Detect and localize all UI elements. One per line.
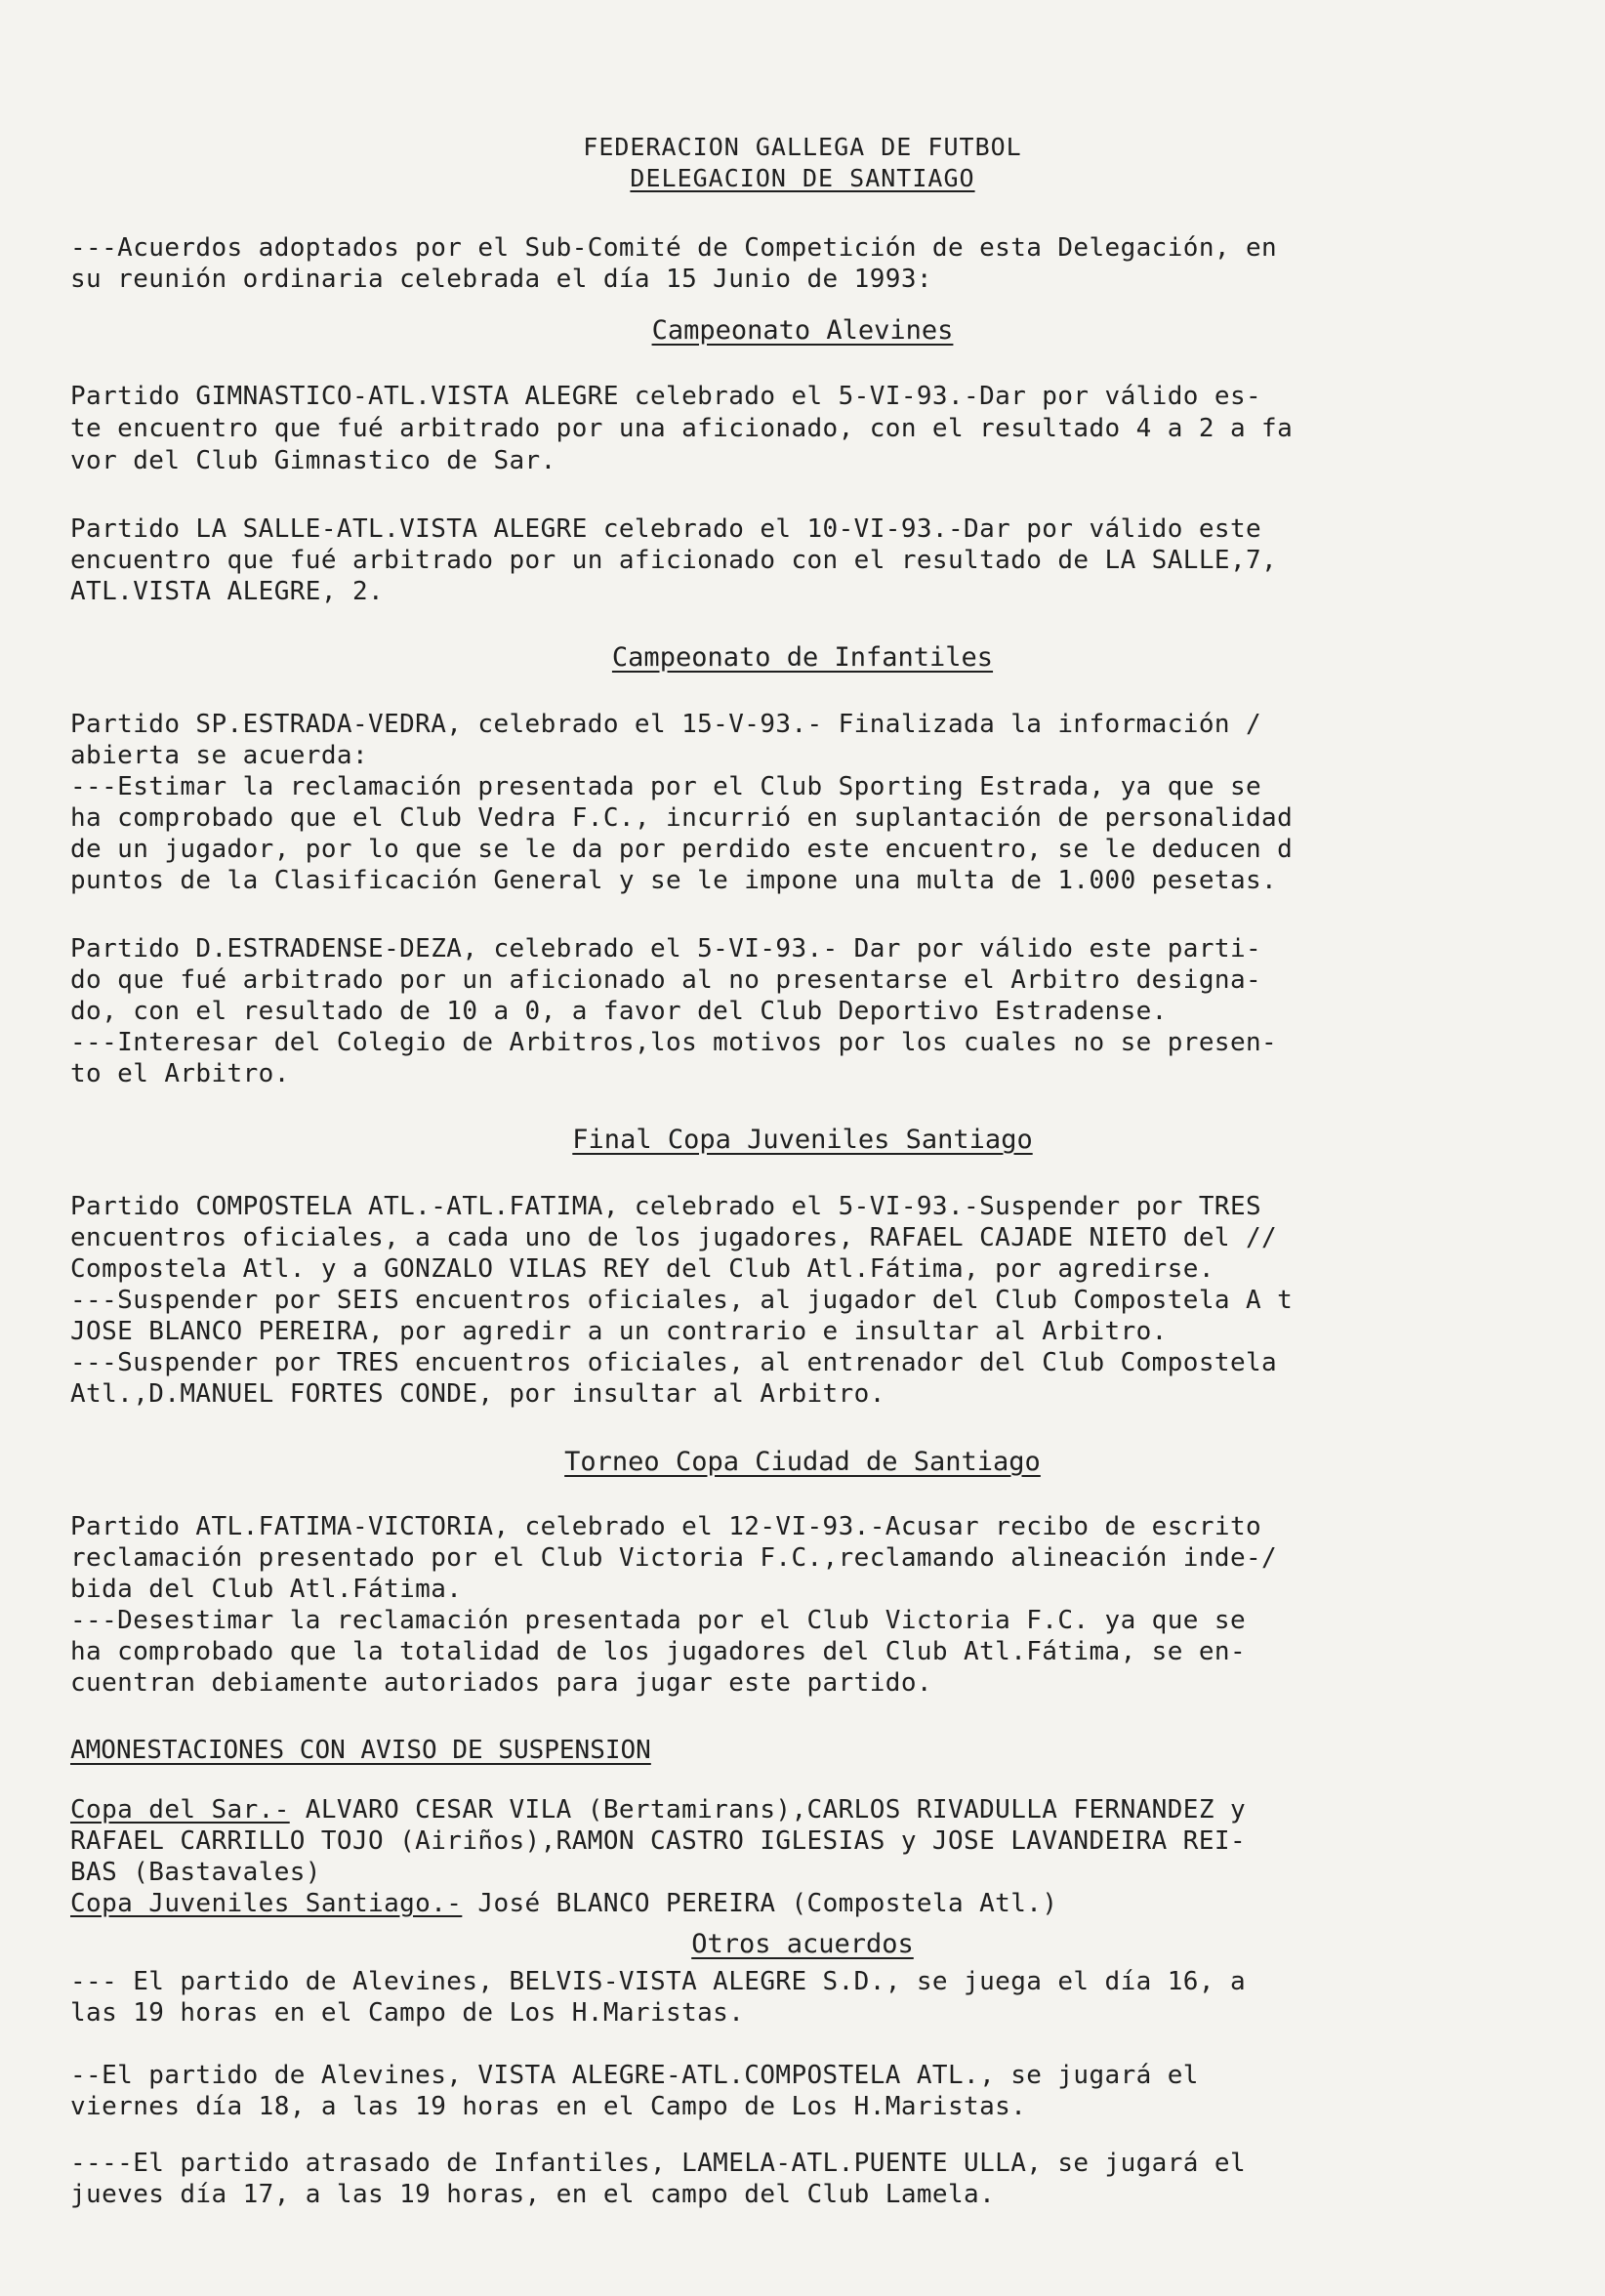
paragraph-line: --El partido de Alevines, VISTA ALEGRE-ATL.COMPOSTELA ATL., se jugará el	[70, 2061, 1199, 2090]
paragraph-line: ---Desestimar la reclamación presentada por el Club Victoria F.C. ya que se	[70, 1606, 1246, 1635]
paragraph-line: do que fué arbitrado por un aficionado al no presentarse el Arbitro designa-	[70, 965, 1262, 995]
paragraph-line: ----El partido atrasado de Infantiles, LAMELA-ATL.PUENTE ULLA, se jugará el	[70, 2149, 1246, 2178]
paragraph-line: Partido SP.ESTRADA-VEDRA, celebrado el 15-V-93.- Finalizada la información /	[70, 710, 1262, 739]
copa-juveniles-text: José BLANCO PEREIRA (Compostela Atl.)	[462, 1889, 1058, 1918]
paragraph-line: Compostela Atl. y a GONZALO VILAS REY del Club Atl.Fátima, por agredirse.	[70, 1254, 1214, 1284]
copa-sar-label: Copa del Sar.-	[70, 1795, 290, 1824]
amonestaciones-sar-line	[70, 1794, 1246, 1825]
delegation-title-text: DELEGACION DE SANTIAGO	[630, 164, 975, 192]
paragraph-line: ---Suspender por TRES encuentros oficiales, al entrenador del Club Compostela	[70, 1348, 1278, 1377]
copa-sar-text: ALVARO CESAR VILA (Bertamirans),CARLOS RIVADULLA FERNANDEZ y	[289, 1795, 1247, 1824]
paragraph-line: puntos de la Clasificación General y se le impone una multa de 1.000 pesetas.	[70, 866, 1278, 895]
section-heading-alevines: Campeonato Alevines	[651, 315, 954, 346]
section-heading-otros: Otros acuerdos	[691, 1929, 914, 1959]
copa-juveniles-label: Copa Juveniles Santiago.-	[70, 1889, 463, 1918]
section-heading-infantiles: Campeonato de Infantiles	[611, 642, 994, 673]
paragraph-line: cuentran debiamente autoriados para jugar este partido.	[70, 1668, 932, 1698]
paragraph-line: jueves día 17, a las 19 horas, en el campo del Club Lamela.	[70, 2180, 996, 2209]
paragraph-line: Partido COMPOSTELA ATL.-ATL.FATIMA, celebrado el 5-VI-93.-Suspender por TRES	[70, 1192, 1262, 1221]
amonestaciones-juveniles-line	[70, 1888, 1057, 1919]
paragraph-line: Partido GIMNASTICO-ATL.VISTA ALEGRE celebrado el 5-VI-93.-Dar por válido es-	[70, 382, 1262, 411]
paragraph-line: --- El partido de Alevines, BELVIS-VISTA ALEGRE S.D., se juega el día 16, a	[70, 1967, 1246, 1996]
delegation-title	[0, 164, 1605, 192]
paragraph-line: ha comprobado que la totalidad de los jugadores del Club Atl.Fátima, se en-	[70, 1637, 1246, 1666]
paragraph-line: viernes día 18, a las 19 horas en el Campo de Los H.Maristas.	[70, 2092, 1027, 2121]
section-heading-juveniles: Final Copa Juveniles Santiago	[572, 1125, 1033, 1155]
paragraph-line: Atl.,D.MANUEL FORTES CONDE, por insultar al Arbitro.	[70, 1379, 885, 1409]
paragraph-line: do, con el resultado de 10 a 0, a favor del Club Deportivo Estradense.	[70, 997, 1168, 1026]
paragraph-line: te encuentro que fué arbitrado por una aficionado, con el resultado 4 a 2 a fa	[70, 414, 1294, 443]
intro-line: ---Acuerdos adoptados por el Sub-Comité de Competición de esta Delegación, en	[70, 233, 1278, 263]
paragraph-line: ---Estimar la reclamación presentada por el Club Sporting Estrada, ya que se	[70, 772, 1262, 801]
paragraph-line: bida del Club Atl.Fátima.	[70, 1575, 463, 1604]
paragraph-line: ha comprobado que el Club Vedra F.C., incurrió en suplantación de personalidad	[70, 803, 1294, 833]
section-heading-amonestaciones: AMONESTACIONES CON AVISO DE SUSPENSION	[70, 1736, 651, 1765]
federation-title: FEDERACION GALLEGA DE FUTBOL	[583, 133, 1022, 161]
paragraph-line: BAS (Bastavales)	[70, 1858, 321, 1887]
intro-line: su reunión ordinaria celebrada el día 15 Junio de 1993:	[70, 265, 932, 294]
paragraph-line: abierta se acuerda:	[70, 741, 369, 770]
paragraph-line: de un jugador, por lo que se le da por perdido este encuentro, se le deducen d	[70, 835, 1294, 864]
paragraph-line: encuentro que fué arbitrado por un aficionado con el resultado de LA SALLE,7,	[70, 546, 1278, 575]
paragraph-line: ---Suspender por SEIS encuentros oficiales, al jugador del Club Compostela A t	[70, 1286, 1294, 1315]
paragraph-line: JOSE BLANCO PEREIRA, por agredir a un contrario e insultar al Arbitro.	[70, 1317, 1168, 1346]
paragraph-line: reclamación presentado por el Club Victoria F.C.,reclamando alineación inde-/	[70, 1543, 1278, 1573]
paragraph-line: las 19 horas en el Campo de Los H.Maristas.	[70, 1998, 745, 2028]
paragraph-line: RAFAEL CARRILLO TOJO (Airiños),RAMON CASTRO IGLESIAS y JOSE LAVANDEIRA REI-	[70, 1826, 1246, 1856]
paragraph-line: ---Interesar del Colegio de Arbitros,los motivos por los cuales no se presen-	[70, 1028, 1278, 1057]
paragraph-line: ATL.VISTA ALEGRE, 2.	[70, 577, 385, 606]
paragraph-line: Partido LA SALLE-ATL.VISTA ALEGRE celebrado el 10-VI-93.-Dar por válido este	[70, 514, 1262, 544]
paragraph-line: Partido ATL.FATIMA-VICTORIA, celebrado el 12-VI-93.-Acusar recibo de escrito	[70, 1512, 1262, 1541]
paragraph-line: encuentros oficiales, a cada uno de los jugadores, RAFAEL CAJADE NIETO del //	[70, 1223, 1278, 1252]
section-heading-torneo: Torneo Copa Ciudad de Santiago	[564, 1447, 1041, 1477]
paragraph-line: to el Arbitro.	[70, 1059, 290, 1088]
paragraph-line: vor del Club Gimnastico de Sar.	[70, 446, 556, 475]
paragraph-line: Partido D.ESTRADENSE-DEZA, celebrado el 5-VI-93.- Dar por válido este parti-	[70, 934, 1262, 964]
